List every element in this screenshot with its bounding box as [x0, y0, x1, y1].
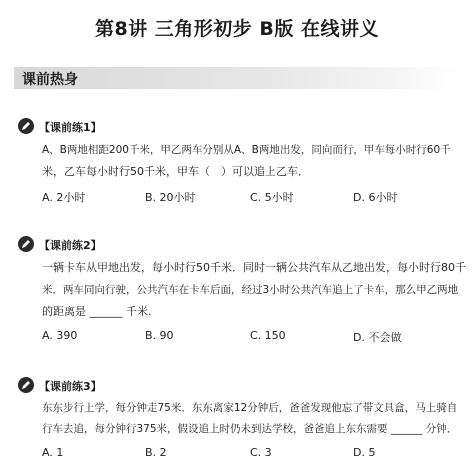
- pencil-icon: [18, 118, 34, 134]
- exercise-header: [18, 377, 458, 395]
- pencil-icon: [18, 236, 34, 252]
- exercise-header: [18, 118, 458, 136]
- question-line: 米，乙车每小时行50千米，甲车（ ）可以追上乙车．: [42, 165, 309, 178]
- option-a[interactable]: A. 1: [42, 446, 64, 459]
- question-line: 东东步行上学，每分钟走75米．东东离家12分钟后，爸爸发现他忘了带文具盒，马上骑自: [42, 402, 458, 414]
- option-c[interactable]: C. 150: [250, 329, 286, 342]
- option-a[interactable]: A. 390: [42, 329, 78, 342]
- exercise-3: [18, 377, 458, 459]
- question-line: 一辆卡车从甲地出发，每小时行50千米．同时一辆公共汽车从乙地出发，每小时行80千: [42, 261, 466, 274]
- exercise-title: 【课前练3】: [39, 380, 102, 393]
- exercise-title: 【课前练2】: [39, 239, 102, 252]
- option-b[interactable]: B. 90: [145, 329, 174, 342]
- question-line: 行车去追，每分钟行375米，假设追上时仍未到达学校，爸爸追上东东需要 ______ 分钟．: [42, 423, 458, 435]
- option-b[interactable]: B. 2: [145, 446, 167, 459]
- question-line: A、B两地相距200千米，甲乙两车分别从A、B两地出发，同向而行，甲车每小时行60千: [42, 144, 451, 156]
- exercise-title: 【课前练1】: [39, 121, 102, 134]
- section-label: 课前热身: [22, 72, 78, 88]
- question-line: 的距离是 ______ 千米.: [42, 305, 152, 318]
- question-line: 米．两车同向行驶，公共汽车在卡车后面，经过3小时公共汽车追上了卡车，那么甲乙两地: [42, 284, 459, 296]
- exercise-header: [18, 236, 458, 254]
- answer-options: [42, 446, 462, 460]
- option-b[interactable]: B. 20小时: [145, 191, 196, 204]
- page-title: 第8讲 三角形初步 B版 在线讲义: [94, 18, 380, 40]
- pencil-icon: [18, 377, 34, 393]
- option-a[interactable]: A. 2小时: [42, 191, 86, 204]
- option-d[interactable]: D. 不会做: [353, 331, 402, 344]
- option-c[interactable]: C. 3: [250, 446, 272, 459]
- section-header: [14, 67, 458, 89]
- answer-options: [42, 329, 462, 343]
- option-d[interactable]: D. 6小时: [353, 191, 398, 204]
- option-c[interactable]: C. 5小时: [250, 191, 294, 204]
- option-d[interactable]: D. 5: [353, 446, 376, 459]
- exercise-1: [18, 118, 458, 204]
- answer-options: [42, 189, 462, 203]
- exercise-2: [18, 236, 466, 344]
